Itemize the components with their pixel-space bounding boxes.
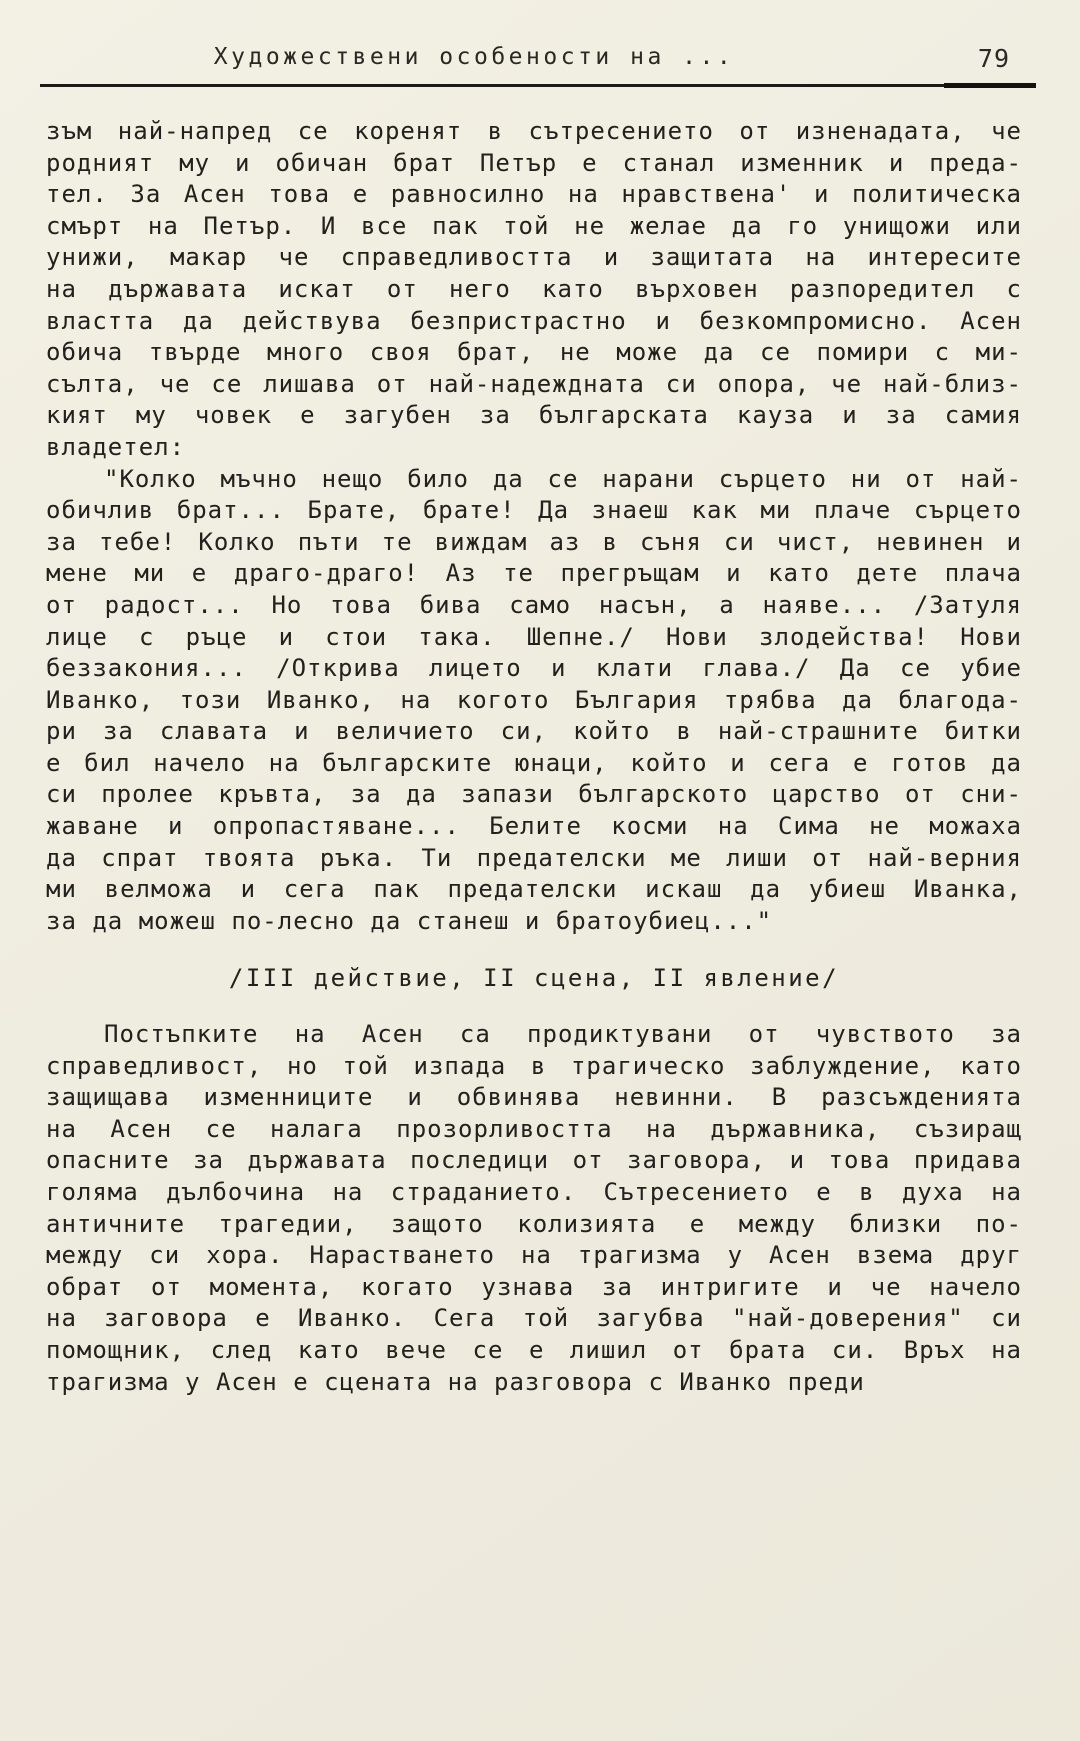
text-line: ми велможа и сега пак предателски искаш да убиеш Иванка, bbox=[46, 875, 1022, 904]
text-line: сълта, че се лишава от най-надеждната си опора, че най-близ- bbox=[46, 369, 1022, 398]
text-line: беззакония... /Открива лицето и клати глава./ Да се убие bbox=[46, 654, 1022, 683]
text-line: жаване и опропастяване... Белите косми на Сима не можаха bbox=[46, 812, 1022, 841]
page-header bbox=[46, 44, 1022, 78]
stage-reference-line: /III действие, II сцена, II явление/ bbox=[228, 964, 840, 993]
text-line: на държавата искат от него като върховен разпоредител с bbox=[46, 274, 1022, 303]
text-line: мене ми е драго-драго! Аз те прегръщам и като дете плача bbox=[46, 559, 1022, 588]
running-title: Художествени особености на ... bbox=[213, 44, 735, 70]
text-line: лице с ръце и стои така. Шепне./ Нови злодейства! Нови bbox=[46, 622, 1022, 651]
text-line: смърт на Петър. И все пак той не желае да го унищожи или bbox=[46, 211, 1022, 240]
text-line: "Колко мъчно нещо било да се нарани сърцето ни от най- bbox=[104, 464, 1022, 493]
text-line: на заговора е Иванко. Сега той загубва "най-доверения" си bbox=[46, 1304, 1022, 1333]
text-line: кият му човек е загубен за българската кауза и за самия bbox=[46, 401, 1022, 430]
text-line: между си хора. Нарастването на трагизма у Асен взема друг bbox=[46, 1241, 1022, 1270]
text-line: за да можеш по-лесно да станеш и братоубиец..." bbox=[46, 906, 773, 935]
text-line: справедливост, но той изпада в трагическо заблуждение, като bbox=[46, 1051, 1022, 1080]
paragraph bbox=[46, 464, 1022, 938]
text-line: античните трагедии, защото колизията е между близки по- bbox=[46, 1209, 1022, 1238]
text-line: си пролее кръвта, за да запази българското царство от сни- bbox=[46, 780, 1022, 809]
text-line: зъм най-напред се коренят в сътресението от изненадата, че bbox=[46, 117, 1022, 145]
text-line: владетел: bbox=[46, 432, 186, 461]
page-body bbox=[46, 116, 1022, 1398]
text-line: помощник, след като вече се е лишил от брата си. Връх на bbox=[46, 1335, 1022, 1364]
header-rule-long-segment bbox=[40, 84, 952, 87]
text-line: обича твърде много своя брат, не може да се помири с ми- bbox=[46, 338, 1022, 367]
paragraph bbox=[46, 116, 1022, 464]
text-line: тел. За Асен това е равносилно на нравствена' и политическа bbox=[46, 180, 1022, 209]
text-line: да спрат твоята ръка. Ти предателски ме лиши от най-верния bbox=[46, 843, 1022, 872]
paragraph bbox=[46, 1019, 1022, 1398]
text-line: трагизма у Асен е сцената на разговора с Иванко преди bbox=[46, 1367, 865, 1396]
text-line: за тебе! Колко пъти те виждам аз в съня си чист, невинен и bbox=[46, 527, 1022, 556]
header-rule bbox=[46, 82, 1022, 90]
page-number: 79 bbox=[977, 44, 1010, 73]
header-rule-page-number-segment bbox=[944, 83, 1036, 88]
text-line: ри за славата и величието си, който в най-страшните битки bbox=[46, 717, 1022, 746]
text-line: обичлив брат... Брате, брате! Да знаеш как ми плаче сърцето bbox=[46, 496, 1022, 525]
text-line: голяма дълбочина на страданието. Сътресението е в духа на bbox=[46, 1178, 1022, 1206]
text-line: е бил начело на българските юнаци, който и сега е готов да bbox=[46, 748, 1022, 777]
text-line: на Асен се налага прозорливостта на държавника, съзиращ bbox=[46, 1114, 1022, 1143]
text-line: от радост... Но това бива само насън, а наяве... /Затуля bbox=[46, 590, 1022, 619]
text-line: унижи, макар че справедливостта и защитата на интересите bbox=[46, 243, 1022, 272]
text-line: защищава изменниците и обвинява невинни. В разсъжденията bbox=[46, 1083, 1022, 1112]
text-line: обрат от момента, когато узнава за интригите и че начело bbox=[46, 1272, 1022, 1301]
text-line: властта да действува безпристрастно и безкомпромисно. Асен bbox=[46, 306, 1022, 335]
text-line: родният му и обичан брат Петър е станал изменник и преда- bbox=[46, 148, 1022, 177]
text-line: опасните за държавата последици от заговора, и това придава bbox=[46, 1146, 1022, 1175]
text-line: Постъпките на Асен са продиктувани от чувството за bbox=[104, 1020, 1022, 1049]
text-line: Иванко, този Иванко, на когото България трябва да благода- bbox=[46, 685, 1022, 714]
